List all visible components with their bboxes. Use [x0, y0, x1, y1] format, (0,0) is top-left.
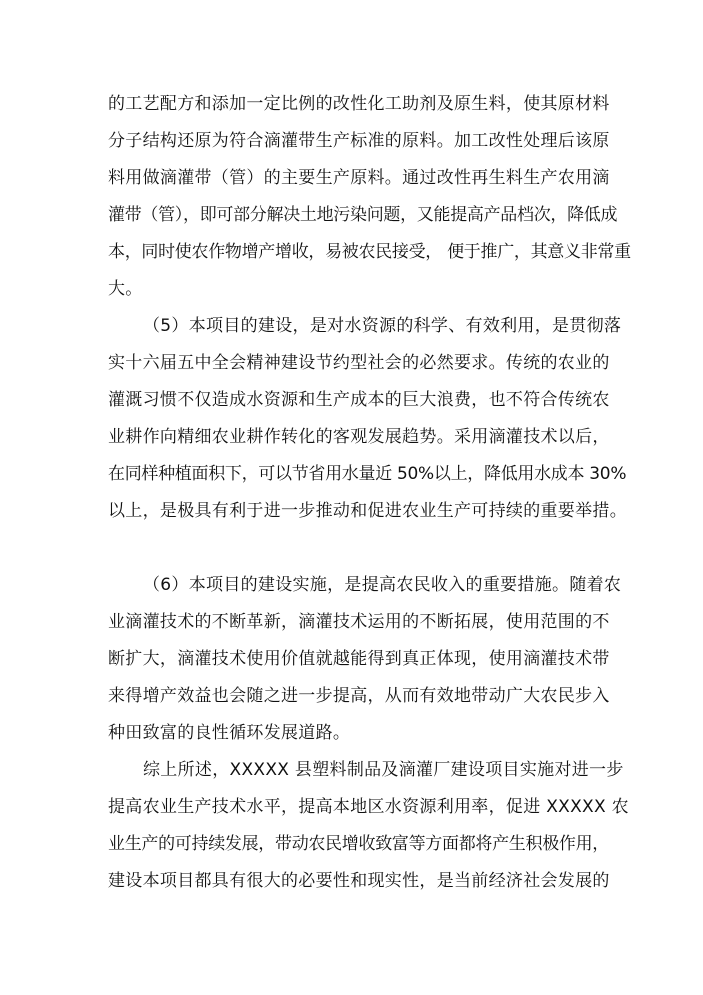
paragraph-5-line-2: 实十六届五中全会精神建设节约型社会的必然要求。传统的农业的	[108, 353, 610, 373]
paragraph-6-line-4: 来得增产效益也会随之进一步提高，从而有效地带动广大农民步入	[108, 686, 610, 706]
summary-line-1: 综上所述，XXXXX 县塑料制品及滴灌厂建设项目实施对进一步	[143, 760, 624, 780]
summary-line-4: 建设本项目都具有很大的必要性和现实性，是当前经济社会发展的	[108, 871, 610, 891]
summary-line-2: 提高农业生产技术水平，提高本地区水资源利用率，促进 XXXXX 农	[108, 797, 629, 817]
paragraph-5-line-6: 以上，是极具有利于进一步推动和促进农业生产可持续的重要举措。	[108, 501, 627, 521]
paragraph-1-line-3: 料用做滴灌带（管）的主要生产原料。通过改性再生料生产农用滴	[108, 168, 610, 188]
paragraph-6-line-1: （6）本项目的建设实施，是提高农民收入的重要措施。随着农	[143, 575, 622, 595]
paragraph-5-line-5: 在同样种植面积下，可以节省用水量近 50%以上，降低用水成本 30%	[108, 464, 627, 484]
paragraph-5-line-1: （5）本项目的建设，是对水资源的科学、有效利用，是贯彻落	[143, 316, 622, 336]
paragraph-1-line-1: 的工艺配方和添加一定比例的改性化工助剂及原生料，使其原材料	[108, 94, 610, 114]
paragraph-6-line-2: 业滴灌技术的不断革新，滴灌技术运用的不断拓展，使用范围的不	[108, 612, 610, 632]
paragraph-5-line-3: 灌溉习惯不仅造成水资源和生产成本的巨大浪费，也不符合传统农	[108, 390, 610, 410]
summary-line-3: 业生产的可持续发展，带动农民增收致富等方面都将产生积极作用，	[108, 834, 609, 854]
paragraph-5-line-4: 业耕作向精细农业耕作转化的客观发展趋势。采用滴灌技术以后，	[108, 427, 610, 447]
paragraph-1-line-4: 灌带（管），即可部分解决土地污染问题，又能提高产品档次，降低成	[108, 205, 618, 225]
paragraph-1-line-2: 分子结构还原为符合滴灌带生产标准的原料。加工改性处理后该原	[108, 131, 610, 151]
paragraph-6-line-5: 种田致富的良性循环发展道路。	[108, 723, 351, 743]
paragraph-1-line-6: 大。	[108, 279, 143, 299]
paragraph-1-line-5: 本，同时使农作物增产增收，易被农民接受， 便于推广，其意义非常重	[108, 242, 631, 262]
paragraph-6-line-3: 断扩大，滴灌技术使用价值就越能得到真正体现，使用滴灌技术带	[108, 649, 610, 669]
